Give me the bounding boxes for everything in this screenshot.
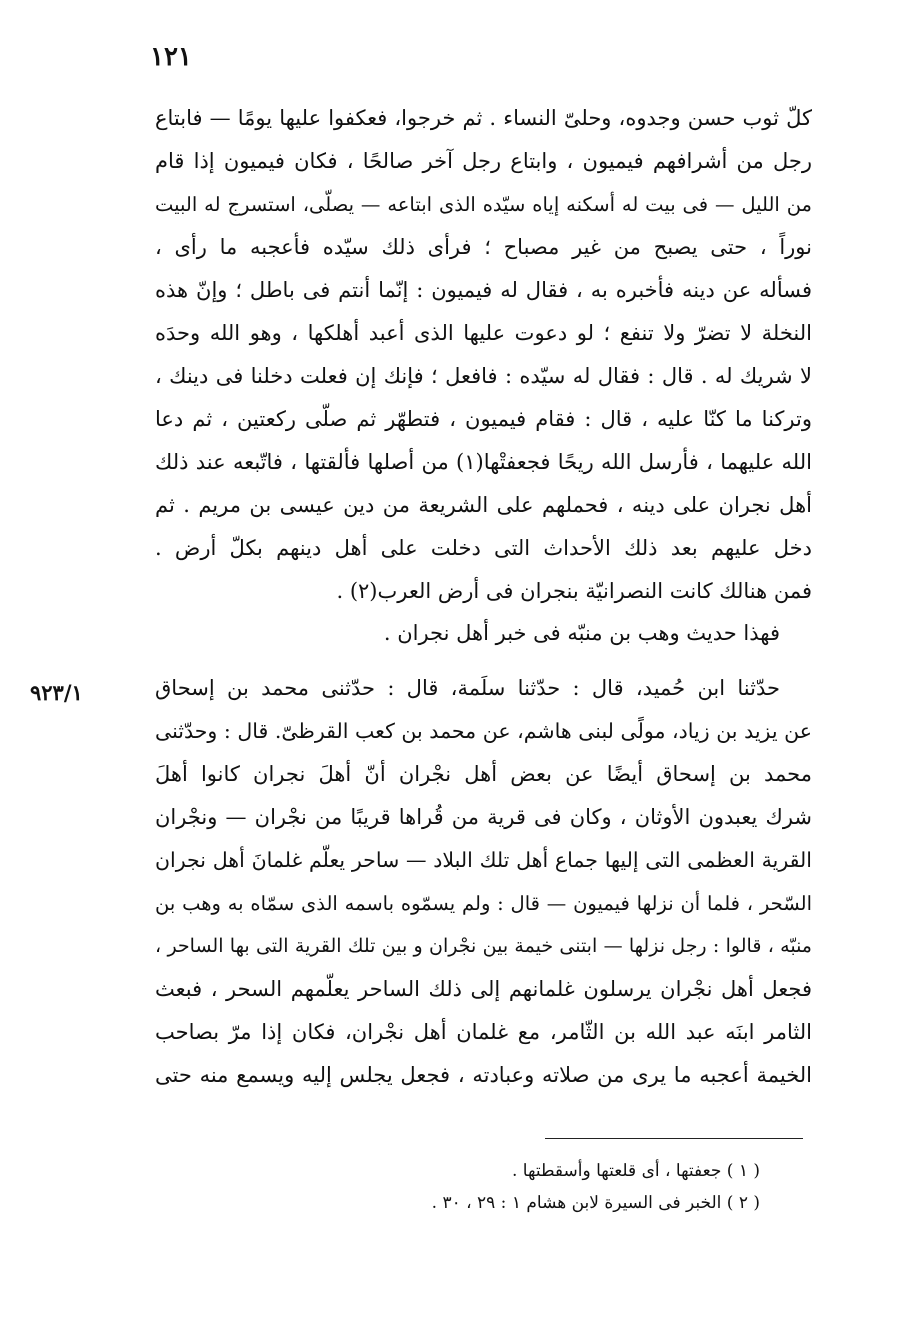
text-line: أهل نجران على دينه ، فحملهم على الشريعة من دين عيسى بن مريم . ثم <box>155 493 812 517</box>
footnotes <box>300 1155 760 1219</box>
text-line: نوراً ، حتى يصبح من غير مصباح ؛ فرأى ذلك سيّده فأعجبه ما رأى ، <box>155 235 812 259</box>
text-line: منبّه ، قالوا : رجل نزلها — ابتنى خيمة بين نجْران و بين تلك القرية التى بها الساحر ، <box>155 935 812 957</box>
text-line: الله عليهما ، فأرسل الله ريحًا فجعفتْها(١) من أصلها فألقتها ، فاتّبعه عند ذلك <box>155 450 812 474</box>
text-line: فسأله عن دينه فأخبره به ، فقال له فيميون : إنّما أنتم فى باطل ؛ وإنّ هذه <box>155 278 812 302</box>
text-line: دخل عليهم بعد ذلك الأحداث التى دخلت على أهل دينهم بكلّ أرض . <box>155 536 812 560</box>
text-line: فهذا حديث وهب بن منبّه فى خبر أهل نجران . <box>383 621 780 645</box>
text-line: القرية العظمى التى إليها جماع أهل تلك البلاد — ساحر يعلّم غلمانَ أهل نجران <box>155 848 812 872</box>
page-number: ١٢١ <box>150 42 192 72</box>
text-line: عن يزيد بن زياد، مولًى لبنى هاشم، عن محمد بن كعب القرظىّ. قال : وحدّثنى <box>155 719 812 743</box>
text-line: محمد بن إسحاق أيضًا عن بعض أهل نجْران أنّ أهلَ نجران كانوا أهلَ <box>155 762 812 786</box>
text-line: الخيمة أعجبه ما يرى من صلاته وعبادته ، فجعل يجلس إليه ويسمع منه حتى <box>155 1063 812 1087</box>
text-line: لا شريك له . قال : فقال له سيّده : فافعل ؛ فإنك إن فعلت دخلنا فى دينك ، <box>155 364 812 388</box>
footnote-1: ( ١ ) جعفتها ، أى قلعتها وأسقطتها . <box>512 1161 760 1181</box>
text-line: رجل من أشرافهم فيميون ، وابتاع رجل آخر صالحًا ، فكان فيميون إذا قام <box>155 149 812 173</box>
body-paragraph-3 <box>155 667 812 1097</box>
text-line: النخلة لا تضرّ ولا تنفع ؛ لو دعوت عليها الذى أعبد أهلكها ، وهو الله وحدَه <box>155 321 812 345</box>
body-paragraph-1 <box>155 97 812 613</box>
text-line: شرك يعبدون الأوثان ، وكان فى قرية من قُراها قريبًا من نجْران — ونجْران <box>155 805 812 829</box>
text-line: من الليل — فى بيت له أسكنه إياه سيّده الذى ابتاعه — يصلّى، استسرج له البيت <box>155 193 812 216</box>
text-line: السّحر ، فلما أن نزلها فيميون — قال : ولم يسمّوه باسمه الذى سمّاه به وهب بن <box>155 892 812 915</box>
footnote-2: ( ٢ ) الخبر فى السيرة لابن هشام ١ : ٢٩ ، ٣٠ . <box>431 1193 760 1213</box>
text-line: الثامر ابنَه عبد الله بن الثّامر، مع غلمان أهل نجْران، فكان إذا مرّ بصاحب <box>155 1020 812 1044</box>
body-paragraph-2 <box>155 612 812 655</box>
text-line: حدّثنا ابن حُميد، قال : حدّثنا سلَمة، قال : حدّثنى محمد بن إسحاق <box>155 676 780 700</box>
text-line: وتركنا ما كنّا عليه ، قال : فقام فيميون ، فتطهّر ثم صلّى ركعتين ، ثم دعا <box>155 407 812 431</box>
text-line: فجعل أهل نجْران يرسلون غلمانهم إلى ذلك الساحر يعلّمهم السحر ، فبعث <box>155 977 812 1001</box>
footnote-divider <box>545 1138 803 1139</box>
text-line: فمن هنالك كانت النصرانيّة بنجران فى أرض العرب(٢) . <box>336 579 812 603</box>
text-line: كلّ ثوب حسن وجدوه، وحلىّ النساء . ثم خرجوا، فعكفوا عليها يومًا — فابتاع <box>155 106 812 130</box>
margin-reference: ٩٢٣/١ <box>30 680 83 705</box>
